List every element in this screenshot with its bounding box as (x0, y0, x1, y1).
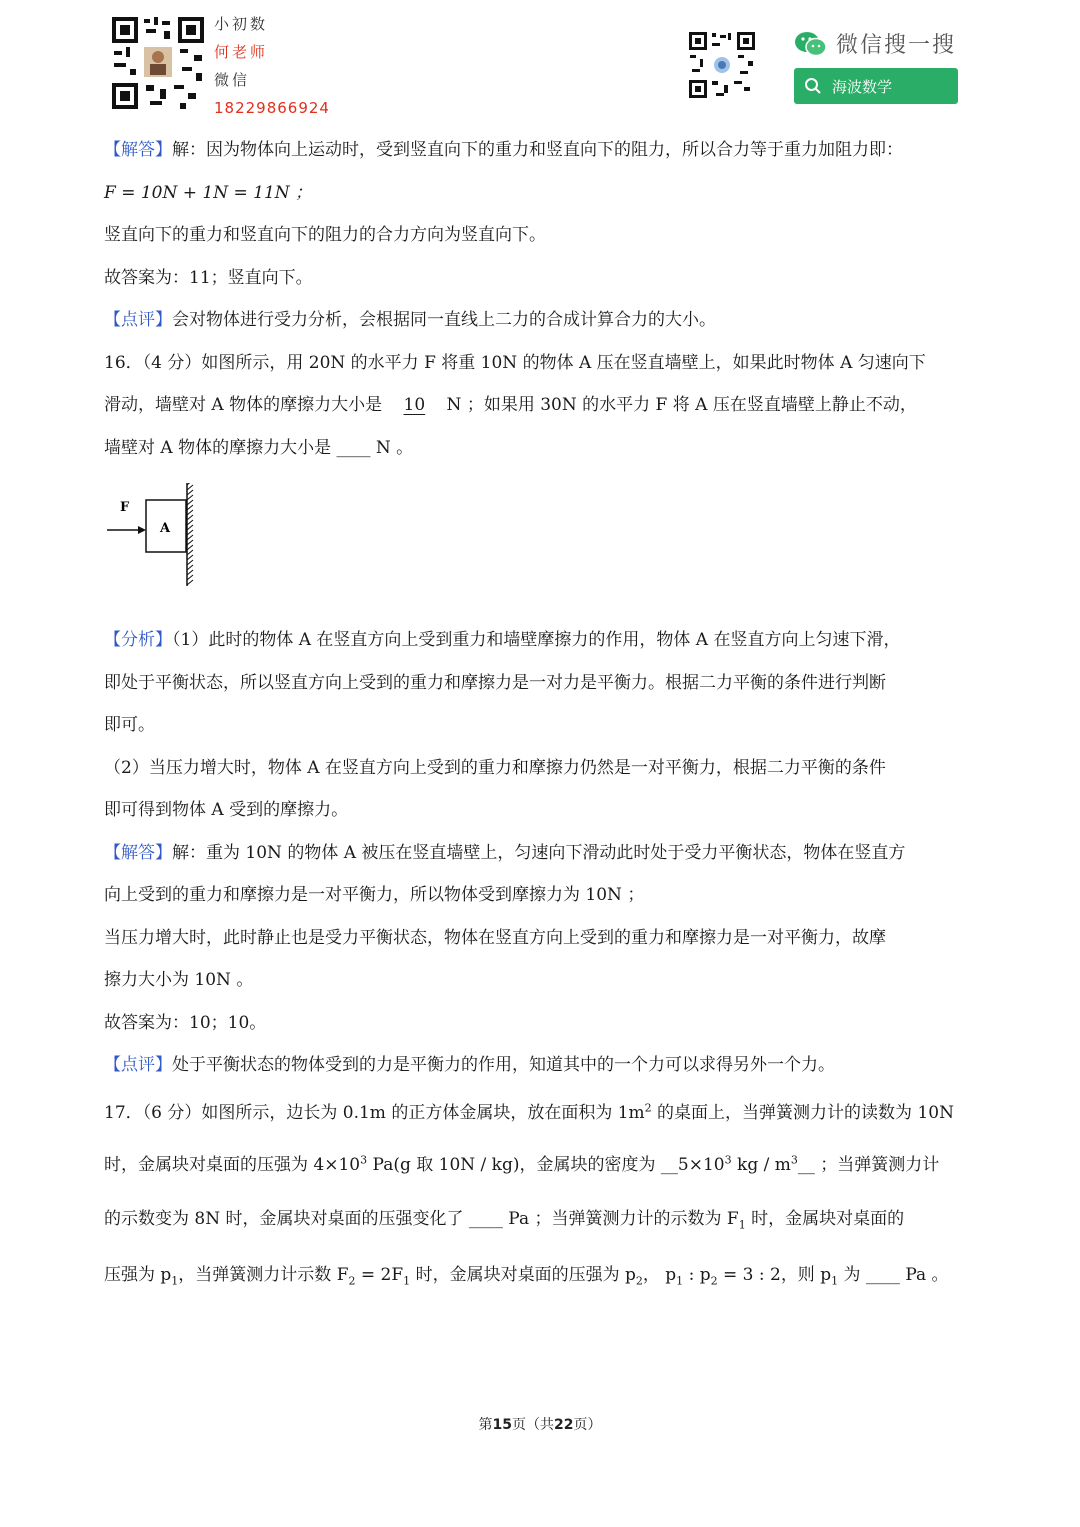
analysis-line-4: （2）当压力增大时，物体 A 在竖直方向上受到的重力和摩擦力仍然是一对平衡力，根据二力平衡的条件 (104, 757, 886, 778)
figure-force-label: F (120, 500, 130, 515)
solution-line-4: 擦力大小为 10N 。 (104, 970, 254, 990)
page-total: 22 (554, 1417, 574, 1433)
search-box[interactable] (794, 68, 958, 104)
answer-blank-4: ____ (468, 1208, 503, 1229)
solution-line-5: 故答案为：10；10。 (104, 1012, 267, 1033)
answer-blank-3: $\_\_5\times 10^3$ kg / $m^3\_\_$ (660, 1152, 815, 1175)
page-header (0, 0, 1080, 125)
analysis-line-2: 即处于平衡状态，所以竖直方向上受到的重力和摩擦力是一对力是平衡力。根据二力平衡的条件进行判断 (104, 672, 886, 693)
comment-tag-2: 【点评】 (104, 1055, 172, 1075)
qr-code-right (688, 31, 756, 99)
comment-tag: 【点评】 (104, 310, 172, 330)
comment-line: 【点评】会对物体进行受力分析，会根据同一直线上二力的合成计算合力的大小。 (104, 310, 716, 330)
question-17-line-1: 17．（6 分）如图所示，边长为 0.1m 的正方体金属块，放在面积为 $1m^2$ 的桌面上，当弹簧测力计的读数为 10N (104, 1100, 954, 1123)
answer-blank-5: ____ (865, 1264, 900, 1285)
answer-line-4: 故答案为：11；竖直向下。 (104, 267, 313, 288)
question-17-line-4: 压强为 $p_1$，当弹簧测力计示数 $F_2 = 2F_1$ 时，金属块对桌面的压强为 $p_2$， $p_1$ : $p_2 = 3$ : 2，则 $p_1$ 为 ____ Pa 。 (104, 1264, 949, 1287)
wechat-search-title (794, 28, 956, 59)
comment-line-2: 【点评】处于平衡状态的物体受到的力是平衡力的作用，知道其中的一个力可以求得另外一个力。 (104, 1055, 835, 1075)
solution-tag: 【解答】 (104, 842, 172, 863)
answer-formula: F = 10N + 1N = 11N ； (104, 182, 313, 203)
contact-line-2: 何老师 (214, 43, 269, 61)
contact-phone: 18229866924 (214, 99, 330, 117)
wall-hatching (187, 483, 193, 585)
solution-line-1: 【解答】解：重为 10N 的物体 A 被压在竖直墙壁上，匀速向下滑动此时处于受力平衡状态，物体在竖直方 (104, 842, 906, 863)
analysis-line-5: 即可得到物体 A 受到的摩擦力。 (104, 800, 349, 820)
answer-tag: 【解答】 (104, 140, 172, 160)
analysis-line-1: 【分析】（1）此时的物体 A 在竖直方向上受到重力和墙壁摩擦力的作用，物体 A 在竖直方向上匀速下滑， (104, 630, 901, 650)
document-body (104, 129, 978, 1303)
analysis-tag: 【分析】 (104, 630, 172, 650)
question-16-line-2: 滑动，墙壁对 A 物体的摩擦力大小是 10 N ；如果用 30N 的水平力 F 将 A 压在竖直墙壁上静止不动， (104, 384, 978, 427)
page-footer: 第15页（共22页） (478, 1417, 602, 1433)
figure-block-label: A (160, 521, 171, 536)
answer-blank-2: ____ (336, 437, 371, 458)
search-icon (804, 77, 822, 95)
question-16-line-3: 墙壁对 A 物体的摩擦力大小是 ____ N 。 (104, 437, 414, 458)
question-17-line-3: 的示数变为 8N 时，金属块对桌面的压强变化了 ____ Pa ；当弹簧测力计的示数为 $F_1$ 时，金属块对桌面的 (104, 1208, 905, 1231)
wechat-search-label: 微信搜一搜 (836, 33, 957, 58)
answer-line-1: 【解答】解：因为物体向上运动时，受到竖直向下的重力和竖直向下的阻力，所以合力等于重力加阻力即： (104, 140, 903, 160)
answer-blank-1: 10 (403, 395, 426, 415)
page-number: 15 (492, 1417, 512, 1433)
wall-block-figure (104, 469, 978, 619)
contact-line-1: 小初数 (214, 15, 269, 33)
analysis-line-3: 即可。 (104, 715, 155, 735)
answer-line-3: 竖直向下的重力和竖直向下的阻力的合力方向为竖直向下。 (104, 225, 546, 245)
contact-line-3: 微信 (214, 71, 251, 89)
force-arrowhead (138, 526, 146, 534)
wechat-logo-icon (794, 31, 828, 57)
qr-code-left (110, 15, 206, 111)
teacher-contact (214, 10, 330, 122)
question-17-line-2: 时，金属块对桌面的压强为 $4\times 10^3$ Pa(g 取 10N / kg)，金属块的密度为 $\_\_5\times 10^3$ kg / $m^3\_\_$ ；当弹簧测力计 (104, 1152, 940, 1175)
solution-line-2: 向上受到的重力和摩擦力是一对平衡力，所以物体受到摩擦力为 10N ； (104, 885, 645, 905)
search-box-text: 海波数学 (832, 77, 893, 96)
question-16-line-1: 16．（4 分）如图所示，用 20N 的水平力 F 将重 10N 的物体 A 压在竖直墙壁上，如果此时物体 A 匀速向下 (104, 352, 926, 373)
solution-line-3: 当压力增大时，此时静止也是受力平衡状态，物体在竖直方向上受到的重力和摩擦力是一对平衡力，故摩 (104, 927, 886, 948)
